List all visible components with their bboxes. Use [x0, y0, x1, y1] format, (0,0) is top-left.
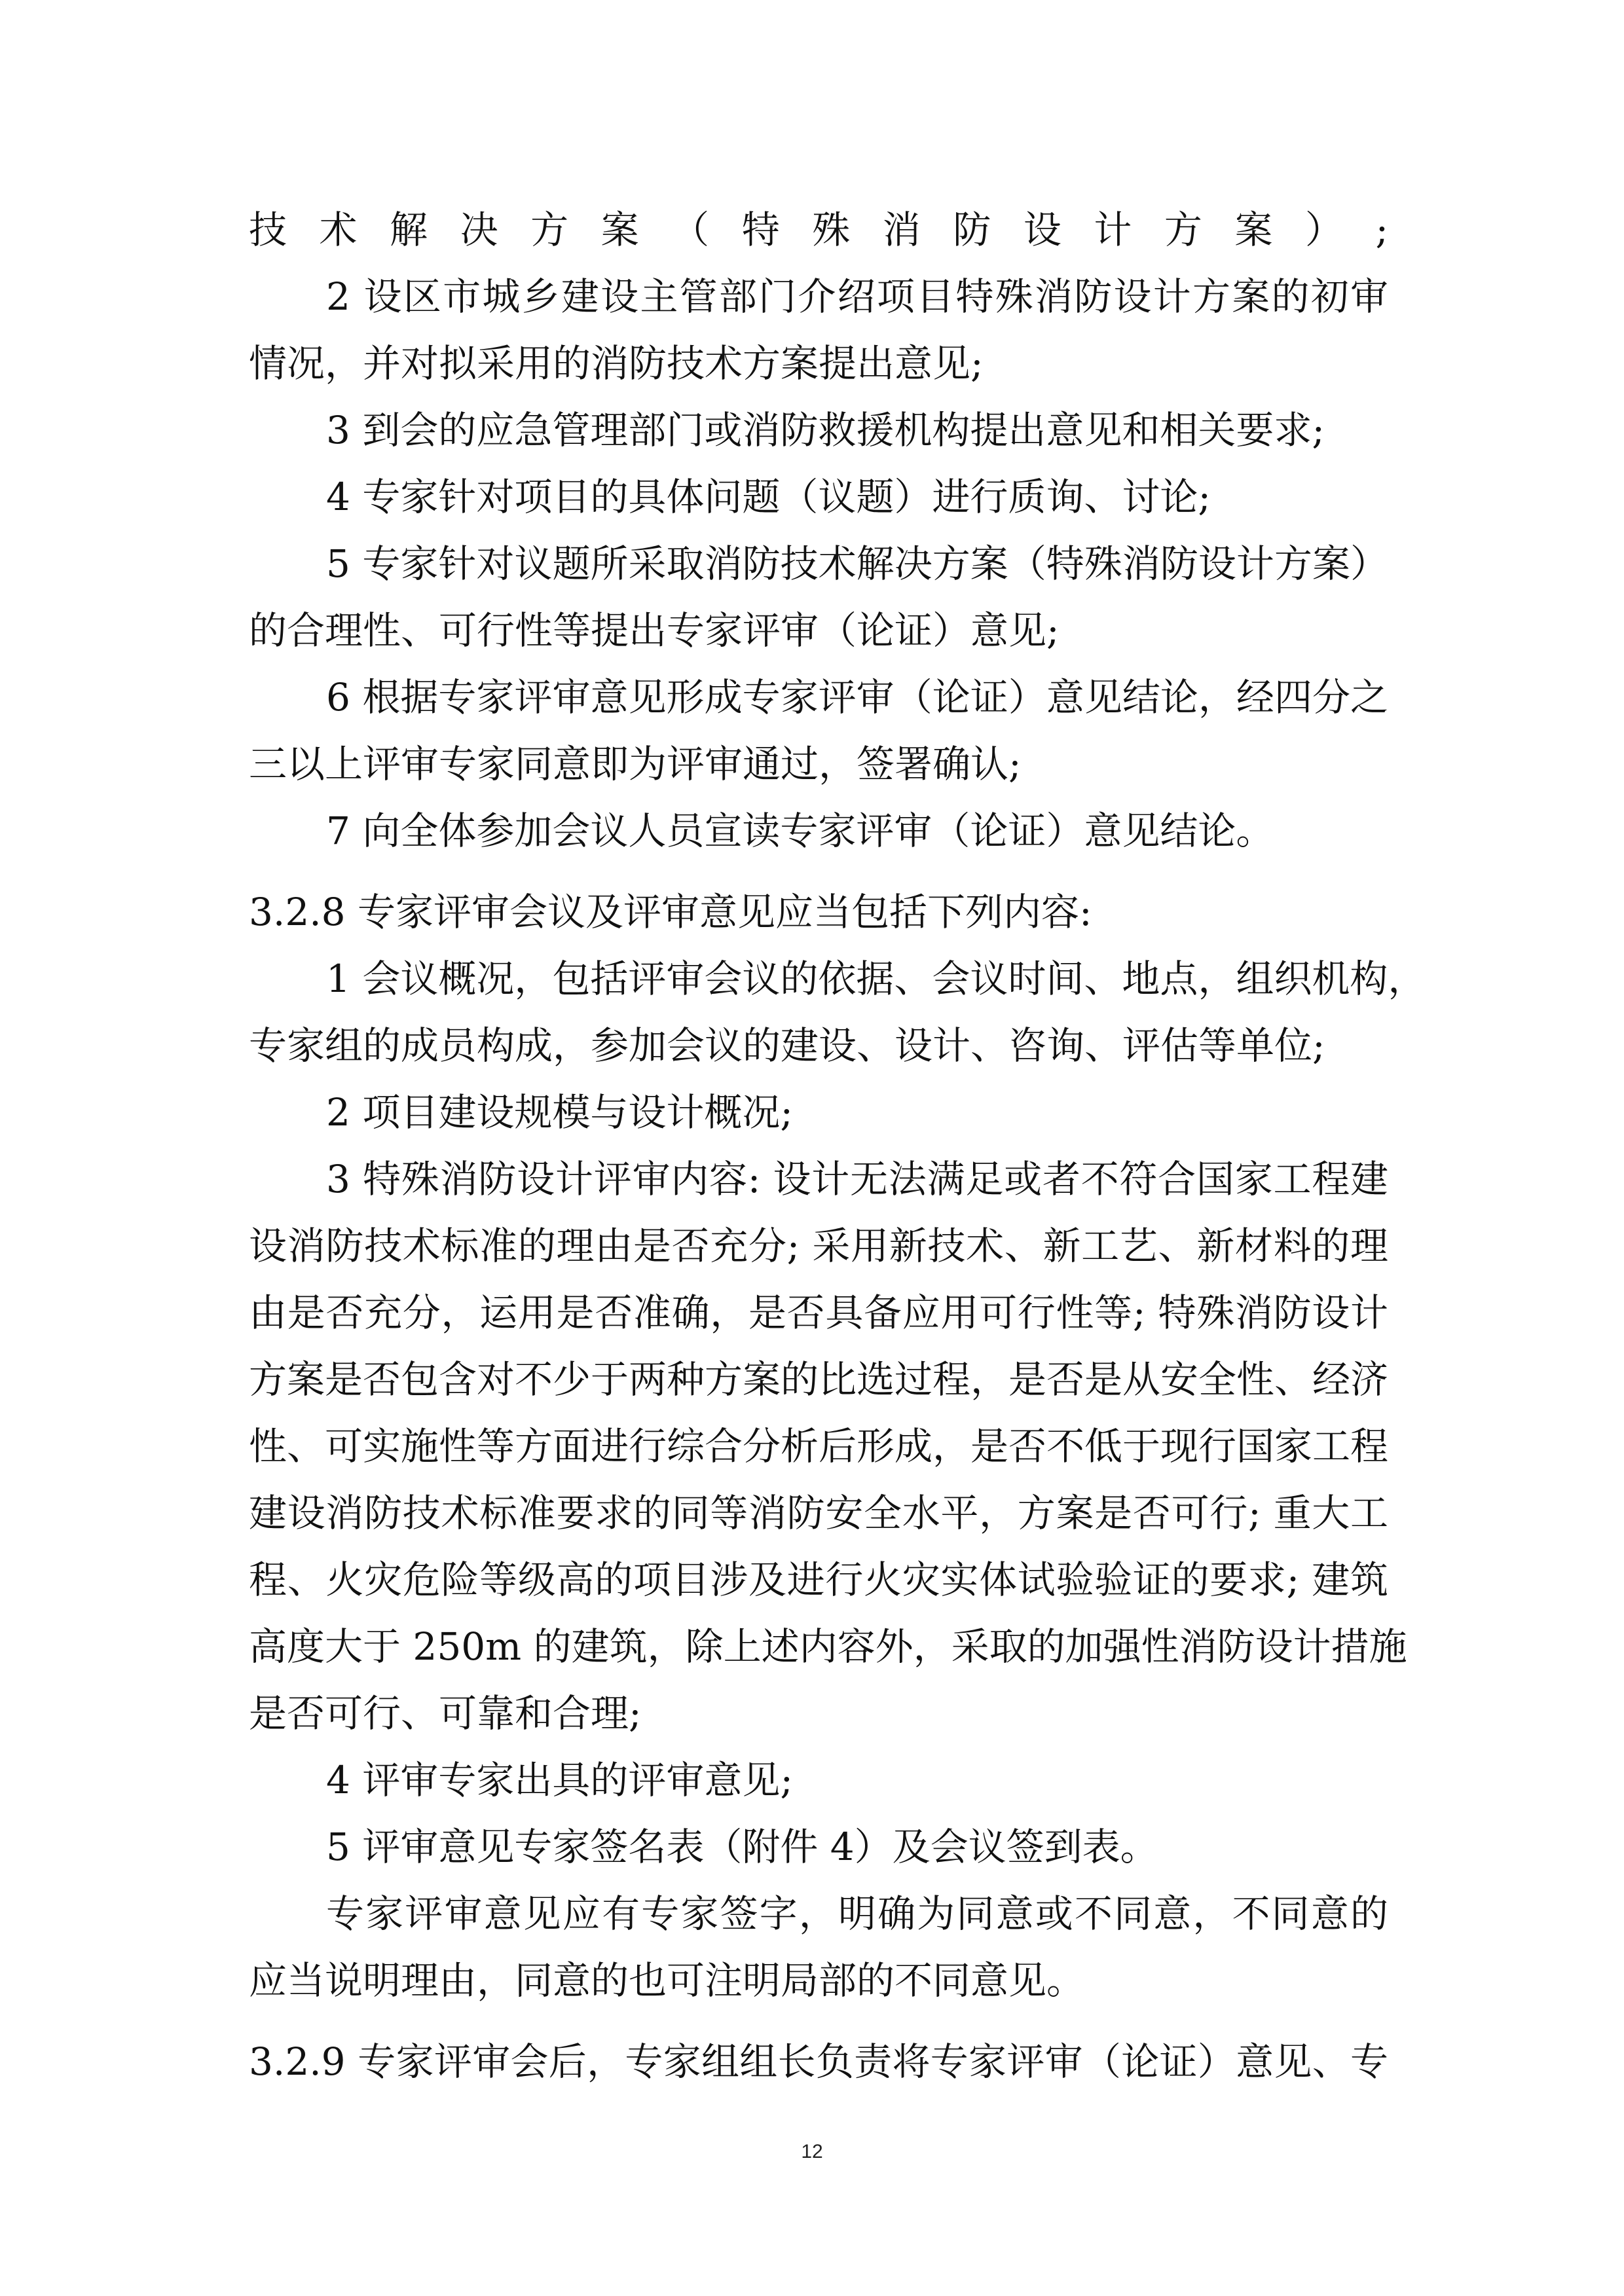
paragraph-start: 专家评审意见应有专家签字，明确为同意或不同意，不同意的: [326, 1891, 1388, 1936]
text-line: 三以上评审专家同意即为评审通过，签署确认;: [249, 742, 1022, 786]
body-text: [249, 196, 1426, 2095]
list-item-6: 6 根据专家评审意见形成专家评审（论证）意见结论，经四分之: [326, 675, 1388, 720]
text-line: 专家组的成员构成，参加会议的建设、设计、咨询、评估等单位;: [249, 1023, 1325, 1068]
page-number: 12: [801, 2141, 823, 2162]
text-line: 的合理性、可行性等提出专家评审（论证）意见;: [249, 608, 1060, 653]
list-item-1: 1 会议概况，包括评审会议的依据、会议时间、地点，组织机构，: [326, 957, 1426, 1001]
list-item-7: 7 向全体参加会议人员宣读专家评审（论证）意见结论。: [326, 809, 1274, 853]
list-item-2: 2 设区市城乡建设主管部门介绍项目特殊消防设计方案的初审: [326, 274, 1388, 319]
list-item-4: 4 评审专家出具的评审意见;: [326, 1758, 793, 1802]
text-line: 性、可实施性等方面进行综合分析后形成，是否不低于现行国家工程: [249, 1424, 1389, 1468]
text-line: 设消防技术标准的理由是否充分; 采用新技术、新工艺、新材料的理: [249, 1224, 1388, 1268]
text-line: 由是否充分，运用是否准确，是否具备应用可行性等; 特殊消防设计: [249, 1290, 1388, 1335]
text-line: 是否可行、可靠和合理;: [249, 1691, 642, 1736]
list-item-5: 5 评审意见专家签名表（附件 4）及会议签到表。: [326, 1825, 1158, 1869]
text-line: 方案是否包含对不少于两种方案的比选过程，是否是从安全性、经济: [249, 1357, 1389, 1402]
list-item-5: 5 专家针对议题所采取消防技术解决方案（特殊消防设计方案）: [326, 541, 1388, 586]
text-line: 应当说明理由，同意的也可注明局部的不同意见。: [249, 1958, 1085, 2003]
text-line: 情况，并对拟采用的消防技术方案提出意见;: [249, 341, 984, 386]
clause-3-2-8: 3.2.8 专家评审会议及评审意见应当包括下列内容:: [249, 890, 1092, 934]
text-line: 技术解决方案（特殊消防设计方案）;: [249, 208, 1388, 252]
text-line: 程、火灾危险等级高的项目涉及进行火灾实体试验验证的要求; 建筑: [249, 1558, 1388, 1602]
list-item-3: 3 特殊消防设计评审内容: 设计无法满足或者不符合国家工程建: [326, 1157, 1388, 1201]
clause-3-2-9: 3.2.9 专家评审会后，专家组组长负责将专家评审（论证）意见、专: [249, 2039, 1388, 2084]
text-line: 高度大于 250m 的建筑，除上述内容外，采取的加强性消防设计措施: [249, 1624, 1407, 1669]
list-item-3: 3 到会的应急管理部门或消防救援机构提出意见和相关要求;: [326, 408, 1325, 452]
list-item-2: 2 项目建设规模与设计概况;: [326, 1090, 793, 1135]
list-item-4: 4 专家针对项目的具体问题（议题）进行质询、讨论;: [326, 475, 1211, 519]
text-line: 建设消防技术标准要求的同等消防安全水平，方案是否可行; 重大工: [249, 1491, 1388, 1535]
